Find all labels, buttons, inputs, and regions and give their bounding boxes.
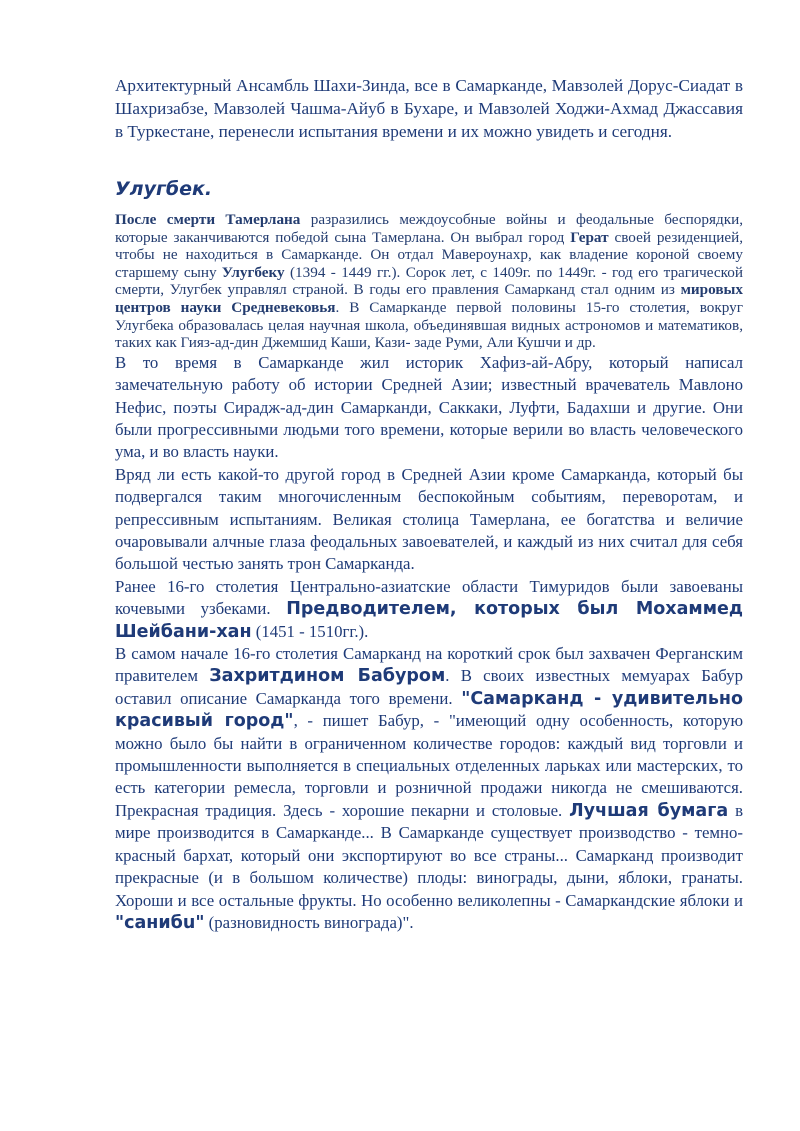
- bold-phrase: "Самарканд - удивительно красивый город": [115, 688, 743, 732]
- scholars-paragraph: В то время в Самарканде жил историк Хафиз-ай-Абру, который написал замечательную работу об истории Средней Азии; известный врачеватель Мавлоно Нефис, поэты Сирадж-ад-дин Самарканди, Саккаки, Луфти, Бадахши и другие. Они были прогрессивными людьми того времени, которые верили во власть человеческого ума, и во власть науки.: [115, 352, 743, 462]
- text-run: (разновидность винограда)".: [204, 912, 414, 932]
- uzbeks-paragraph: [115, 576, 743, 643]
- text-run: в мире производится в Самарканде... В Самарканде существует производство - темно-красный бархат, который они экспортируют во все страны... Самарканд производит прекрасные (и в большом количестве) плоды: винограды, дыни, яблоки, гранаты. Хороши и все остальные фрукты. Но особенно великолепны - Самаркандские яблоки и: [115, 800, 744, 910]
- document-page: [115, 74, 743, 934]
- text-run: своей резиденцией, чтобы не находиться в Самарканде. Он отдал Мавероунахр, как владение короной своему старшему сыну: [115, 228, 743, 281]
- bold-phrase: Герат: [570, 228, 609, 246]
- bold-phrase: Улугбеку: [221, 263, 285, 281]
- intro-paragraph: Архитектурный Ансамбль Шахи-Зинда, все в Самарканде, Мавзолей Дорус-Сиадат в Шахризабзе, Мавзолей Чашма-Айуб в Бухаре, и Мавзолей Ходжи-Ахмад Джассавия в Туркестане, перенесли испытания времени и их можно увидеть и сегодня.: [115, 76, 743, 141]
- text-run: . В Самарканде первой половины 15-го столетия, вокруг Улугбека образовалась целая научная школа, объединявшая видных астрономов и математиков, таких как Гияз-ад-дин Джемшид Каши, Кази- заде Руми, Али Кушчи и др.: [115, 298, 743, 352]
- bold-phrase: После смерти Тамерлана: [115, 211, 301, 228]
- text-run: . В своих известных мемуарах Бабур оставил описание Самарканда того времени.: [115, 666, 743, 708]
- text-run: (1451 - 1510гг.).: [251, 621, 369, 641]
- text-run: (1394 - 1449 гг.). Сорок лет, с 1409г. по 1449г. - год его трагической смерти, Улугбек управлял страной. В годы его правления Самарканд стал одним из: [115, 263, 743, 299]
- text-run: В самом начале 16-го столетия Самарканд на короткий срок был захвачен Ферганским правителем: [115, 644, 743, 686]
- bold-phrase: Захритдином Бабуром: [209, 666, 446, 687]
- babur-paragraph: [115, 643, 743, 934]
- text-run: , - пишет Бабур, - "имеющий одну особенность, которую можно было бы найти в ограниченном количестве городов: каждый вид торговли и промышленности выполняется в специальных отделенных ларьках или мастерских, то есть категории ремесла, торговли и розничной продажи никогда не смешиваются. Прекрасная традиция. Здесь - хорошие пекарни и столовые.: [115, 711, 743, 820]
- text-run: Ранее 16-го столетия Центрально-азиатские области Тимуридов были завоеваны кочевыми узбеками.: [115, 576, 743, 619]
- bold-phrase: "санибu": [115, 912, 205, 933]
- section-heading: Улугбек.: [115, 178, 213, 200]
- bold-phrase: Предводителем, которых был Мохаммед Шейбани-хан: [115, 599, 743, 642]
- ulugbek-paragraph: [115, 211, 743, 352]
- samarkand-paragraph: Вряд ли есть какой-то другой город в Средней Азии кроме Самарканда, который бы подвергался таким многочисленным беспокойным событиям, переворотам, и репрессивным испытаниям. Великая столица Тамерлана, ее богатства и величие очаровывали алчные глаза феодальных завоевателей, и каждый из них считал для себя большой честью занять трон Самарканда.: [115, 464, 743, 574]
- bold-phrase: Лучшая бумага: [569, 800, 729, 821]
- text-run: разразились междоусобные войны и феодальные беспорядки, которые заканчиваются победой сына Тамерлана. Он выбрал город: [115, 211, 744, 246]
- bold-phrase: мировых центров науки Средневековья: [115, 281, 743, 316]
